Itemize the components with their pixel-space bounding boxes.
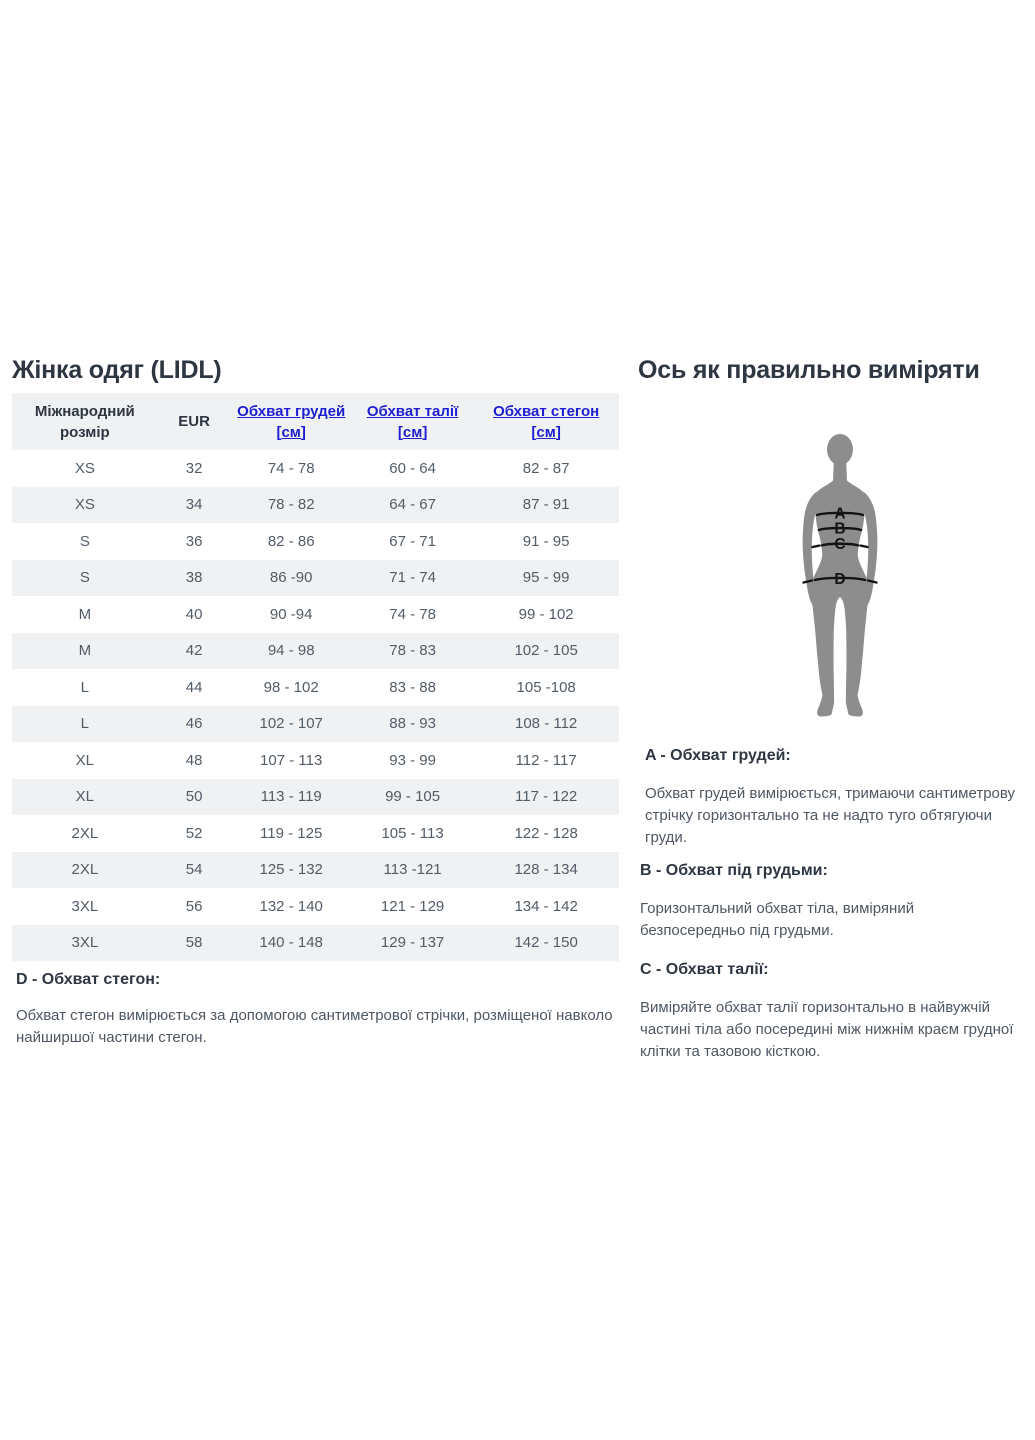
- section-d-text: Обхват стегон вимірюється за допомогою сантиметрової стрічки, розміщеної навколо найширшої частини стегон.: [16, 1007, 613, 1046]
- section-c-heading: C - Обхват талії:: [640, 961, 769, 978]
- size-table-cell: 82 - 86: [231, 523, 352, 560]
- body-measurement-figure: [765, 423, 915, 723]
- size-table-cell: 99 - 105: [352, 779, 473, 816]
- size-table-cell: 142 - 150: [473, 925, 619, 962]
- size-table-row: [12, 450, 619, 487]
- size-table-cell: 50: [158, 779, 231, 816]
- size-table-row: [12, 888, 619, 925]
- size-table-cell: 102 - 105: [473, 633, 619, 670]
- figure-label-c: C: [834, 536, 846, 553]
- section-b-text: Горизонтальний обхват тіла, виміряний безпосередньо під грудьми.: [640, 900, 915, 939]
- size-table-cell: 117 - 122: [473, 779, 619, 816]
- size-table-row: [12, 706, 619, 743]
- size-table-cell: 93 - 99: [352, 742, 473, 779]
- size-table-cell: XL: [12, 742, 158, 779]
- size-table-cell: 38: [158, 560, 231, 597]
- size-table-cell: S: [12, 523, 158, 560]
- size-table-cell: 122 - 128: [473, 815, 619, 852]
- size-table-cell: 129 - 137: [352, 925, 473, 962]
- size-table-cell: 60 - 64: [352, 450, 473, 487]
- size-table-cell: 105 - 113: [352, 815, 473, 852]
- size-table-cell: XL: [12, 779, 158, 816]
- size-table-row: [12, 560, 619, 597]
- size-table-cell: 64 - 67: [352, 487, 473, 524]
- size-table-cell: 78 - 82: [231, 487, 352, 524]
- size-table-cell: 40: [158, 596, 231, 633]
- size-table-cell: 2XL: [12, 815, 158, 852]
- size-table-row: [12, 596, 619, 633]
- measure-line-c-dash-left: [813, 546, 820, 547]
- size-table-cell: 87 - 91: [473, 487, 619, 524]
- size-table-cell: 119 - 125: [231, 815, 352, 852]
- measuring-guide-title: Ось як правильно виміряти: [638, 356, 980, 384]
- size-table-cell: L: [12, 669, 158, 706]
- size-table-cell: S: [12, 560, 158, 597]
- figure-label-a: A: [834, 505, 846, 523]
- female-silhouette-icon: [765, 423, 915, 723]
- size-table-cell: 74 - 78: [231, 450, 352, 487]
- section-a-heading: A - Обхват грудей:: [645, 747, 791, 764]
- size-table-cell: 42: [158, 633, 231, 670]
- size-table-section: [12, 356, 619, 1076]
- size-table-cell: 36: [158, 523, 231, 560]
- size-table-cell: 102 - 107: [231, 706, 352, 743]
- page-title: Жінка одяг (LIDL): [12, 356, 222, 384]
- size-table-cell: 83 - 88: [352, 669, 473, 706]
- size-table-cell: 82 - 87: [473, 450, 619, 487]
- size-table-cell: 71 - 74: [352, 560, 473, 597]
- size-table-cell: 121 - 129: [352, 888, 473, 925]
- size-table-cell: 113 - 119: [231, 779, 352, 816]
- section-d-heading: D - Обхват стегон:: [16, 971, 161, 988]
- size-table-cell: 3XL: [12, 888, 158, 925]
- size-table-cell: 125 - 132: [231, 852, 352, 889]
- size-table-cell: 78 - 83: [352, 633, 473, 670]
- size-table-cell: 2XL: [12, 852, 158, 889]
- size-table-row: [12, 669, 619, 706]
- header-row: [12, 393, 619, 450]
- size-table-cell: 46: [158, 706, 231, 743]
- size-table-cell: 108 - 112: [473, 706, 619, 743]
- size-table-row: [12, 925, 619, 962]
- size-table-header: [12, 393, 619, 450]
- size-table-cell: 91 - 95: [473, 523, 619, 560]
- size-table-row: [12, 779, 619, 816]
- size-table-cell: 132 - 140: [231, 888, 352, 925]
- size-table-row: [12, 852, 619, 889]
- size-table-cell: 107 - 113: [231, 742, 352, 779]
- size-table-cell: M: [12, 596, 158, 633]
- size-table-cell: 44: [158, 669, 231, 706]
- size-table-row: [12, 633, 619, 670]
- figure-label-b: B: [834, 520, 846, 538]
- measuring-guide-section: [638, 356, 1030, 1076]
- size-table-cell: XS: [12, 487, 158, 524]
- size-table-cell: 94 - 98: [231, 633, 352, 670]
- size-table-body: [12, 450, 619, 961]
- size-table-cell: 105 -108: [473, 669, 619, 706]
- size-table-cell: 48: [158, 742, 231, 779]
- size-table-cell: 54: [158, 852, 231, 889]
- size-table-cell: 34: [158, 487, 231, 524]
- column-header: [473, 393, 619, 450]
- size-table-cell: L: [12, 706, 158, 743]
- size-table-cell: 128 - 134: [473, 852, 619, 889]
- size-table-cell: 32: [158, 450, 231, 487]
- size-table-cell: 140 - 148: [231, 925, 352, 962]
- size-table-cell: 88 - 93: [352, 706, 473, 743]
- measurement-link[interactable]: Обхват стегон [см]: [493, 402, 600, 441]
- size-table-cell: 95 - 99: [473, 560, 619, 597]
- size-table-cell: 112 - 117: [473, 742, 619, 779]
- size-table-cell: 52: [158, 815, 231, 852]
- measure-line-c-dash-right: [861, 546, 868, 547]
- size-table-cell: 113 -121: [352, 852, 473, 889]
- size-table-cell: 56: [158, 888, 231, 925]
- size-table-cell: 86 -90: [231, 560, 352, 597]
- size-table-row: [12, 742, 619, 779]
- size-table-cell: 58: [158, 925, 231, 962]
- size-table-row: [12, 487, 619, 524]
- size-table-row: [12, 815, 619, 852]
- column-header: EUR: [158, 393, 231, 450]
- section-a-text: Обхват грудей вимірюється, тримаючи сантиметрову стрічку горизонтально та не надто туго обтягуючи груди.: [645, 785, 1016, 846]
- section-c-text: Виміряйте обхват талії горизонтально в найвужчій частині тіла або посередині між нижнім краєм грудної клітки та тазовою кісткою.: [640, 999, 1014, 1060]
- measurement-link[interactable]: Обхват талії [см]: [366, 402, 459, 441]
- figure-label-d: D: [834, 571, 846, 588]
- size-table-cell: 3XL: [12, 925, 158, 962]
- size-table-row: [12, 523, 619, 560]
- size-table-cell: 67 - 71: [352, 523, 473, 560]
- size-table-cell: 99 - 102: [473, 596, 619, 633]
- section-b-heading: B - Обхват під грудьми:: [640, 862, 828, 879]
- size-table-cell: M: [12, 633, 158, 670]
- size-table: [12, 393, 619, 961]
- size-table-cell: 134 - 142: [473, 888, 619, 925]
- column-header: [352, 393, 473, 450]
- size-table-cell: XS: [12, 450, 158, 487]
- measurement-link[interactable]: Обхват грудей [см]: [237, 402, 346, 441]
- size-table-cell: 74 - 78: [352, 596, 473, 633]
- column-header: [231, 393, 352, 450]
- column-header: Міжнародний розмір: [12, 393, 158, 450]
- size-table-cell: 90 -94: [231, 596, 352, 633]
- size-table-cell: 98 - 102: [231, 669, 352, 706]
